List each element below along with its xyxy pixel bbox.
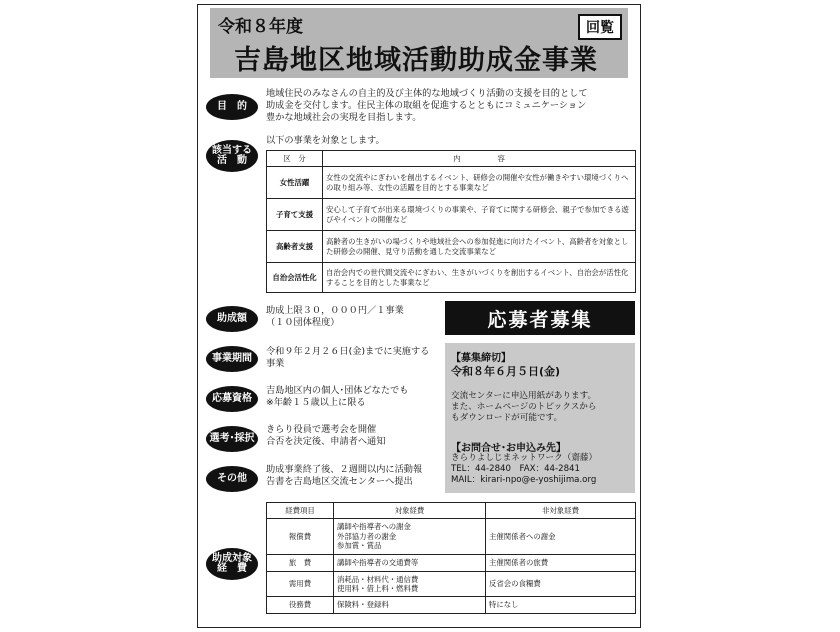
flyer-sheet	[197, 4, 641, 628]
kairan-stamp: 回覧	[578, 14, 622, 40]
other-text	[266, 464, 422, 488]
deadline-label: 【募集締切】	[451, 353, 511, 364]
table-row	[267, 167, 636, 199]
application-info	[451, 391, 597, 424]
period-text	[266, 346, 429, 370]
expense-nontarget: 主催関係者への謝金	[486, 519, 636, 555]
table-row	[267, 597, 636, 614]
contact-info	[451, 453, 597, 486]
purpose-line: 地域住民のみなさんの自主的及び主体的な地域づくり活動の支援を目的として	[266, 88, 588, 99]
table-header: 非対象経費	[486, 503, 636, 519]
eligibility-text	[266, 385, 408, 409]
amount-line: 助成上限３０，０００円／１事業	[266, 305, 404, 316]
expense-target: 講師や指導者の交通費等	[334, 555, 486, 572]
selection-line: きらり役員で選考会を開催	[266, 424, 377, 435]
table-row	[267, 572, 636, 597]
contact-phone: TEL：44-2840 FAX：44-2841	[451, 464, 580, 474]
expense-item: 需用費	[267, 572, 334, 597]
table-row	[267, 231, 636, 263]
recruit-panel	[445, 343, 635, 493]
table-row	[267, 199, 636, 231]
activity-content: 高齢者の生きがいの場づくりや地域社会への参加促進に向けたイベント、高齢者を対象とした研修会の開催、見守り活動を通した交流事業など	[323, 231, 636, 263]
eligibility-label: 応募資格	[206, 386, 258, 412]
activities-label-line: 該当する	[212, 145, 252, 156]
period-line: 令和９年２月２６日(金)までに実施する	[266, 346, 430, 357]
info-line: また、ホームページのトピックスから	[451, 402, 597, 412]
purpose-line: 豊かな地域社会の実現を目指します。	[266, 112, 422, 123]
eligibility-line: 吉島地区内の個人･団体どなたでも	[266, 385, 409, 396]
activity-content: 自治会内での世代間交流やにぎわい、生きがいづくりを創出するイベント、自治会が活性化することを目的とした事業など	[323, 263, 636, 293]
purpose-line: 助成金を交付します。住民主体の取組を促進するとともにコミュニケーション	[266, 100, 587, 111]
amount-label: 助成額	[206, 306, 258, 332]
expense-item: 旅 費	[267, 555, 334, 572]
other-line: 助成事業終了後、２週間以内に活動報	[266, 464, 423, 475]
contact-label: 【お問合せ･お申込み先】	[451, 443, 566, 454]
info-line: もダウンロードが可能です。	[451, 413, 563, 423]
contact-org: きらりよしじまネットワーク（齋藤）	[451, 453, 598, 463]
table-header: 区 分	[267, 151, 323, 167]
expense-target: 消耗品・材料代・通信費 使用料・借上料・燃料費	[334, 572, 486, 597]
expense-item: 報償費	[267, 519, 334, 555]
expense-target: 保険料・登録料	[334, 597, 486, 614]
activities-intro: 以下の事業を対象とします。	[266, 135, 385, 146]
purpose-label: 目 的	[206, 94, 258, 120]
activity-category: 子育て支援	[267, 199, 323, 231]
period-line: 事業	[266, 358, 285, 369]
other-line: 告書を吉島地区交流センターへ提出	[266, 476, 413, 487]
table-row	[267, 263, 636, 293]
activity-category: 女性活躍	[267, 167, 323, 199]
table-row	[267, 555, 636, 572]
header-year: 令和８年度	[218, 17, 303, 37]
amount-line: （１０団体程度）	[266, 317, 340, 328]
selection-line: 合否を決定後、申請者へ通知	[266, 436, 386, 447]
eligibility-line: ※年齢１５歳以上に限る	[266, 397, 366, 408]
activities-label-line: 活 動	[217, 155, 247, 166]
expenses-label-line: 助成対象	[212, 553, 252, 564]
info-line: 交流センターに申込用紙があります。	[451, 391, 597, 401]
table-header-row	[267, 151, 636, 167]
expense-target: 講師や指導者への謝金 外部協力者の謝金 参加賞・賞品	[334, 519, 486, 555]
activity-content: 安心して子育てが出来る環境づくりの事業や、子育てに関する研修会、親子で参加できる遊びやイベントの開催など	[323, 199, 636, 231]
table-header: 経費項目	[267, 503, 334, 519]
activities-label	[206, 140, 258, 172]
activity-category: 自治会活性化	[267, 263, 323, 293]
purpose-text	[266, 88, 588, 124]
expenses-table	[266, 502, 636, 614]
other-label: その他	[206, 466, 258, 492]
period-label: 事業期間	[206, 346, 258, 372]
expense-nontarget: 反省会の食糧費	[486, 572, 636, 597]
table-header: 対象経費	[334, 503, 486, 519]
selection-text	[266, 424, 385, 448]
expenses-label-line: 経 費	[217, 563, 247, 574]
expense-nontarget: 特になし	[486, 597, 636, 614]
expense-item: 役務費	[267, 597, 334, 614]
selection-label: 選考･採択	[206, 426, 258, 452]
table-row	[267, 519, 636, 555]
contact-email[interactable]: MAIL：kirari-npo@e-yoshijima.org	[451, 475, 597, 485]
recruit-banner: 応募者募集	[445, 301, 635, 335]
table-header-row	[267, 503, 636, 519]
header-banner	[210, 8, 628, 78]
activities-table	[266, 150, 636, 293]
expense-nontarget: 主催関係者の旅費	[486, 555, 636, 572]
page-title: 吉島地区地域活動助成金事業	[234, 45, 598, 76]
amount-text	[266, 305, 404, 329]
activity-content: 女性の交流やにぎわいを創出するイベント、研修会の開催や女性が働きやすい環境づくりへの取り組み等、女性の活躍を目的とする事業など	[323, 167, 636, 199]
deadline-date: 令和８年６月５日(金)	[451, 365, 561, 378]
activity-category: 高齢者支援	[267, 231, 323, 263]
expenses-label	[206, 548, 258, 580]
table-header: 内 容	[323, 151, 636, 167]
